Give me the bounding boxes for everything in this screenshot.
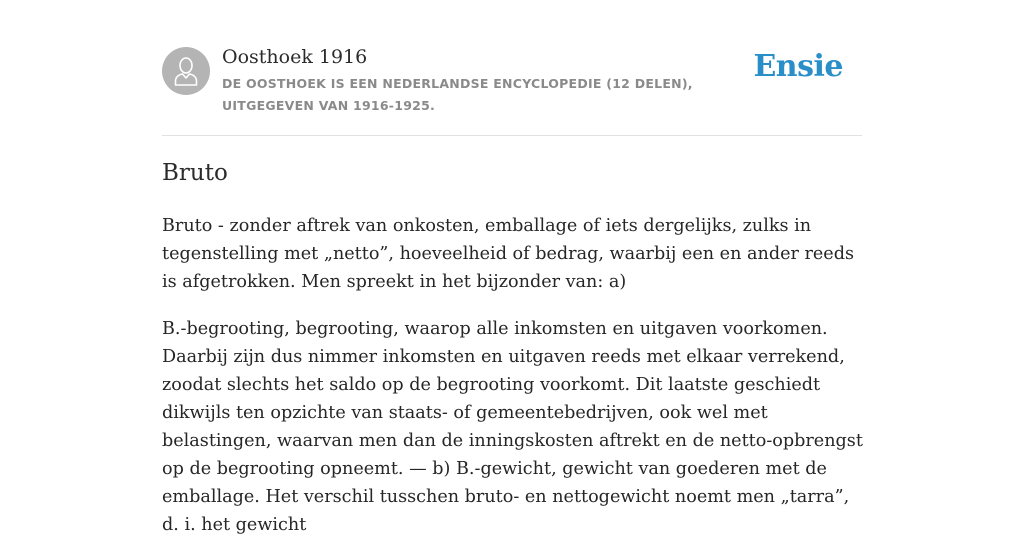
entry-paragraph: Bruto - zonder aftrek van onkosten, emballage of iets dergelijks, zulks in tegenstelling met „netto”, hoeveelheid of bedrag, waarbij een en ander reeds is afgetrokken. Men spreekt in het bijzonder van: a) [162, 216, 855, 292]
user-silhouette-icon [173, 56, 199, 86]
source-name[interactable]: Oosthoek 1916 [222, 46, 368, 68]
entry-body [162, 212, 868, 558]
entry-paragraph: B.-begrooting, begrooting, waarop alle inkomsten en uitgaven voorkomen. Daarbij zijn dus nimmer inkomsten en uitgaven reeds met elkaar verrekend, zoodat slechts het saldo op de begrooting voorkomt. Dit laatste geschiedt dikwijls ten opzichte van staats- of gemeentebedrijven, ook wel met belastingen, waarvan men dan de inningskosten aftrekt en de netto-opbrengst op de begrooting opneemt. — b) B.-gewicht, gewicht van goederen met de emballage. Het verschil tusschen bruto- en nettogewicht noemt men „tarra”, d. i. het gewicht [162, 319, 863, 535]
source-description: DE OOSTHOEK IS EEN NEDERLANDSE ENCYCLOPEDIE (12 DELEN), UITGEGEVEN VAN 1916-1925. [222, 76, 693, 113]
source-avatar[interactable] [162, 47, 210, 95]
ensie-logo[interactable]: Ensie [753, 49, 843, 84]
source-header [162, 0, 862, 136]
page-container [162, 0, 863, 535]
entry-title: Bruto [162, 160, 228, 186]
